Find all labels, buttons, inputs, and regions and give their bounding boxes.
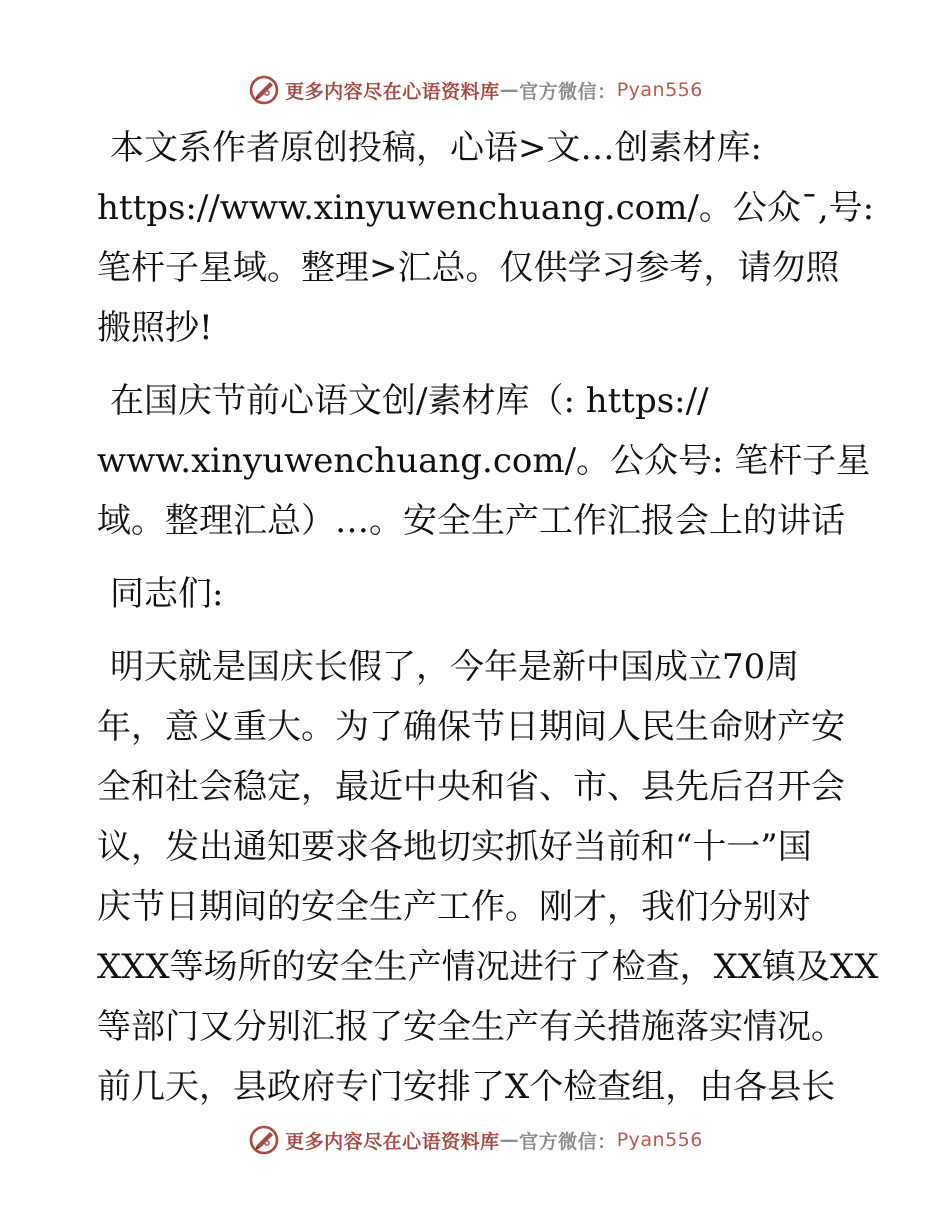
text-line: www.xinyuwenchuang.com/。公众号: 笔杆子星 xyxy=(97,441,871,481)
text-line: 域。整理汇总）…。安全生产工作汇报会上的讲话 xyxy=(97,501,845,541)
banner-dash: — xyxy=(499,79,520,101)
banner-dash: — xyxy=(499,1129,520,1151)
official-wechat-label: 官方微信： xyxy=(519,80,617,103)
brush-logo-icon xyxy=(247,73,281,107)
document-body xyxy=(97,118,879,1117)
text-line: 明天就是国庆长假了，今年是新中国成立70周 xyxy=(110,647,800,687)
text-line: 笔杆子星域。整理>汇总。仅供学习参考，请勿照 xyxy=(97,248,840,288)
header-watermark-banner xyxy=(0,70,950,110)
text-line: 等部门又分别汇报了安全生产有关措施落实情况。 xyxy=(97,1007,845,1047)
text-line: https://www.xinyuwenchuang.com/。公众¯,号: xyxy=(97,188,875,228)
brush-logo-icon xyxy=(247,1123,281,1157)
footer-watermark-banner xyxy=(0,1120,950,1160)
official-wechat-label: 官方微信： xyxy=(519,1130,617,1153)
paragraph-body xyxy=(97,637,879,1117)
text-line: 全和社会稳定，最近中央和省、市、县先后召开会 xyxy=(97,767,845,807)
text-line: 搬照抄! xyxy=(97,308,213,348)
wechat-id: Pyan556 xyxy=(616,1129,703,1151)
text-line: 在国庆节前心语文创/素材库（: https:// xyxy=(110,381,709,421)
paragraph-intro-notice xyxy=(97,118,875,358)
promo-text: 更多内容尽在心语资料库 xyxy=(285,80,500,103)
text-line: 本文系作者原创投稿，心语>文…创素材库: xyxy=(110,128,762,168)
paragraph-salutation xyxy=(97,564,857,624)
text-line: 年，意义重大。为了确保节日期间人民生命财产安 xyxy=(97,707,845,747)
text-line: 同志们: xyxy=(110,574,224,614)
wechat-id: Pyan556 xyxy=(616,79,703,101)
promo-text: 更多内容尽在心语资料库 xyxy=(285,1130,500,1153)
paragraph-title xyxy=(97,371,871,551)
text-line: XXX等场所的安全生产情况进行了检查，XX镇及XX xyxy=(97,947,879,987)
text-line: 庆节日期间的安全生产工作。刚才，我们分别对 xyxy=(97,887,811,927)
text-line: 前几天，县政府专门安排了X个检查组，由各县长 xyxy=(97,1067,836,1107)
text-line: 议，发出通知要求各地切实抓好当前和“十一”国 xyxy=(97,827,812,867)
